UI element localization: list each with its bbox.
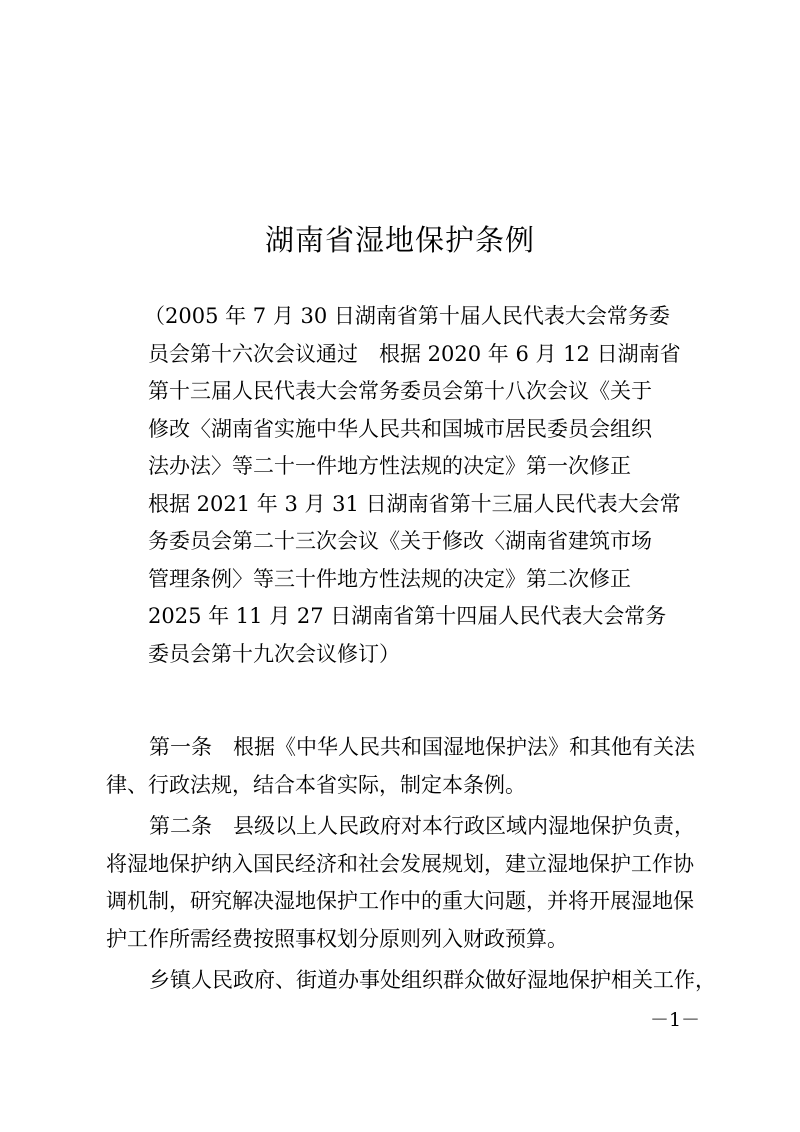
- page-number: －1－: [649, 1009, 701, 1031]
- revision-note-line: 员会第十六次会议通过 根据 2020 年 6 月 12 日湖南省: [148, 341, 681, 366]
- article-line: 调机制，研究解决湿地保护工作中的重大问题，并将开展湿地保: [106, 889, 694, 913]
- article-2: [106, 808, 706, 958]
- article-line: 律、行政法规，结合本省实际，制定本条例。: [106, 772, 526, 797]
- article-line: 将湿地保护纳入国民经济和社会发展规划，建立湿地保护工作协: [106, 851, 694, 876]
- article-1: [106, 729, 706, 804]
- article-line: 乡镇人民政府、街道办事处组织群众做好湿地保护相关工作，: [149, 968, 716, 992]
- article-line: 护工作所需经费按照事权划分原则列入财政预算。: [106, 926, 568, 951]
- revision-note-line: 第十三届人民代表大会常务委员会第十八次会议《关于: [148, 379, 652, 403]
- revision-note: [144, 298, 681, 673]
- revision-note-line: 管理条例〉等三十件地方性法规的决定》第二次修正: [148, 566, 631, 591]
- revision-note-line: 根据 2021 年 3 月 31 日湖南省第十三届人民代表大会常: [148, 491, 681, 516]
- revision-note-line: 修改〈湖南省实施中华人民共和国城市居民委员会组织: [148, 416, 652, 441]
- document-title: 湖南省湿地保护条例: [264, 223, 535, 257]
- document-body: [106, 729, 716, 1000]
- article-line: 第一条 根据《中华人民共和国湿地保护法》和其他有关法: [149, 735, 695, 759]
- revision-note-line: （2005 年 7 月 30 日湖南省第十届人民代表大会常务委: [144, 304, 670, 328]
- article-line: 第二条 县级以上人民政府对本行政区域内湿地保护负责，: [149, 814, 695, 838]
- revision-note-line: 法办法〉等二十一件地方性法规的决定》第一次修正: [148, 454, 631, 478]
- article-2-paragraph-2: [106, 962, 716, 1000]
- revision-note-line: 2025 年 11 月 27 日湖南省第十四届人民代表大会常务: [148, 604, 667, 628]
- revision-note-line: 委员会第十九次会议修订）: [148, 641, 400, 666]
- revision-note-line: 务委员会第二十三次会议《关于修改〈湖南省建筑市场: [148, 529, 652, 553]
